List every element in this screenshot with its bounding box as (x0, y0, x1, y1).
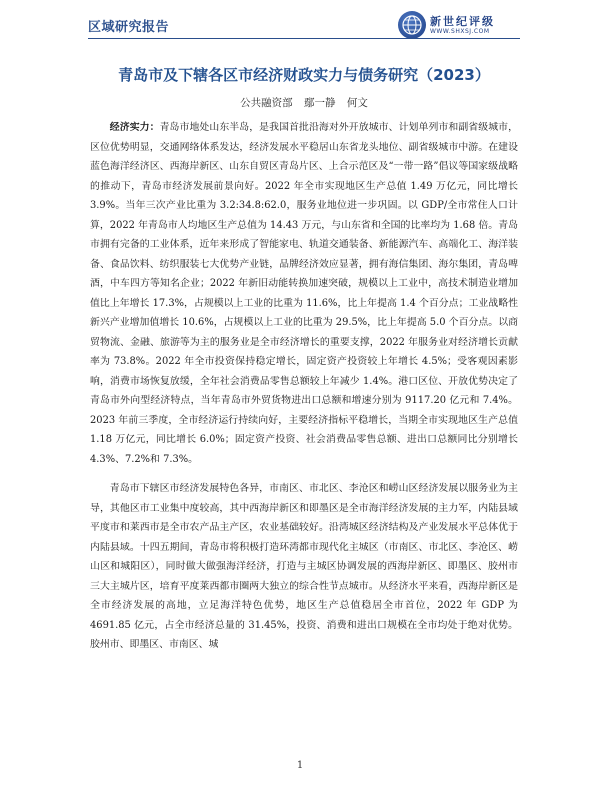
paragraph-districts (90, 479, 518, 655)
logo-name: 新世纪评级 (430, 14, 495, 28)
logo-url: WWW.SHXSJ.COM (430, 27, 490, 35)
paragraph-lead: 经济实力： (109, 122, 160, 133)
publisher-logo (398, 8, 518, 42)
paragraph-text: 青岛市下辖区市经济发展特色各异，市南区、市北区、李沧区和崂山区经济发展以服务业为主导，其他区市工业集中度较高，其中西海岸新区和即墨区是全市海洋经济发展的主力军，内陆县域平度市和莱西市是全市农产品主产区，农业基础较好。沿湾城区经济结构及产业发展水平总体优于内陆县域。十四五期间，青岛市将积极打造环湾都市现代化主城区（市南区、市北区、李沧区、崂山区和城阳区），同时做大做强海洋经济，打造与主城区协调发展的西海岸新区、即墨区、胶州市三大主城片区，培育平度莱西都市圈两大独立的综合性节点城市。从经济水平来看，西海岸新区是全市经济发展的高地，立足海洋特色优势，地区生产总值稳居全市首位，2022 年 GDP 为 4691.85 亿元，占全市经济总量的 31.45%，投资、消费和进出口规模在全市均处于绝对优势。胶州市、即墨区、市南区、城 (90, 483, 518, 650)
page-number: 1 (296, 760, 304, 771)
author-department: 公共融资部 (240, 97, 293, 109)
paragraph-text: 青岛市地处山东半岛，是我国首批沿海对外开放城市、计划单列市和副省级城市，区位优势明显，交通网络体系发达，经济发展水平稳居山东省龙头地位、副省级城市中游。在建设蓝色海洋经济区、西海岸新区、山东自贸区青岛片区、上合示范区及“一带一路”倡议等国家级战略的推动下，青岛市经济发展前景向好。2022 年全市实现地区生产总值 1.49 万亿元，同比增长 3.9%。当年三次产业比重为 3.2:34.8:62.0，服务业地位进一步巩固。以 GDP/全市常住人口计算，2022 年青岛市人均地区生产总值为 14.43 万元，与山东省和全国的比率均为 1.68 倍。青岛市拥有完备的工业体系，近年来形成了智能家电、轨道交通装备、新能源汽车、高端化工、海洋装备、食品饮料、纺织服装七大优势产业链，品牌经济效应显著，拥有海信集团、海尔集团，青岛啤酒，中车四方等知名企业；2022 年新旧动能转换加速突破，规模以上工业中，高技术制造业增加值比上年增长 17.3%，占规模以上工业的比重为 11.6%，比上年提高 1.4 个百分点；工业战略性新兴产业增加值增长 10.6%，占规模以上工业的比重为 29.5%，比上年提高 5.0 个百分点。以商贸物流、金融、旅游等为主的服务业是全市经济增长的重要支撑，2022 年服务业对经济增长贡献率为 73.8%。2022 年全市投资保持稳定增长，固定资产投资较上年增长 4.5%；受客观因素影响，消费市场恢复放缓，全年社会消费品零售总额较上年减少 1.4%。港口区位、开放优势决定了青岛市外向型经济特点，当年青岛市外贸货物进出口总额和增速分别为 9117.20 亿元和 7.4%。2023 年前三季度，全市经济运行持续向好，主要经济指标平稳增长，当期全市实现地区生产总值 1.18 万亿元，同比增长 6.0%；固定资产投资、社会消费品零售总额、进出口总额同比分别增长 4.3%、7.2%和 7.3%。 (90, 122, 518, 465)
author-name: 鄢一静 (304, 97, 336, 109)
authors-line (88, 95, 520, 110)
author-name: 何文 (346, 97, 368, 109)
globe-icon (398, 11, 426, 39)
page-title: 青岛市及下辖各区市经济财政实力与债务研究（2023） (118, 66, 490, 84)
header-divider (88, 38, 520, 39)
paragraph-economic-strength (90, 118, 518, 469)
report-body (90, 118, 518, 665)
header-label: 区域研究报告 (88, 20, 170, 35)
